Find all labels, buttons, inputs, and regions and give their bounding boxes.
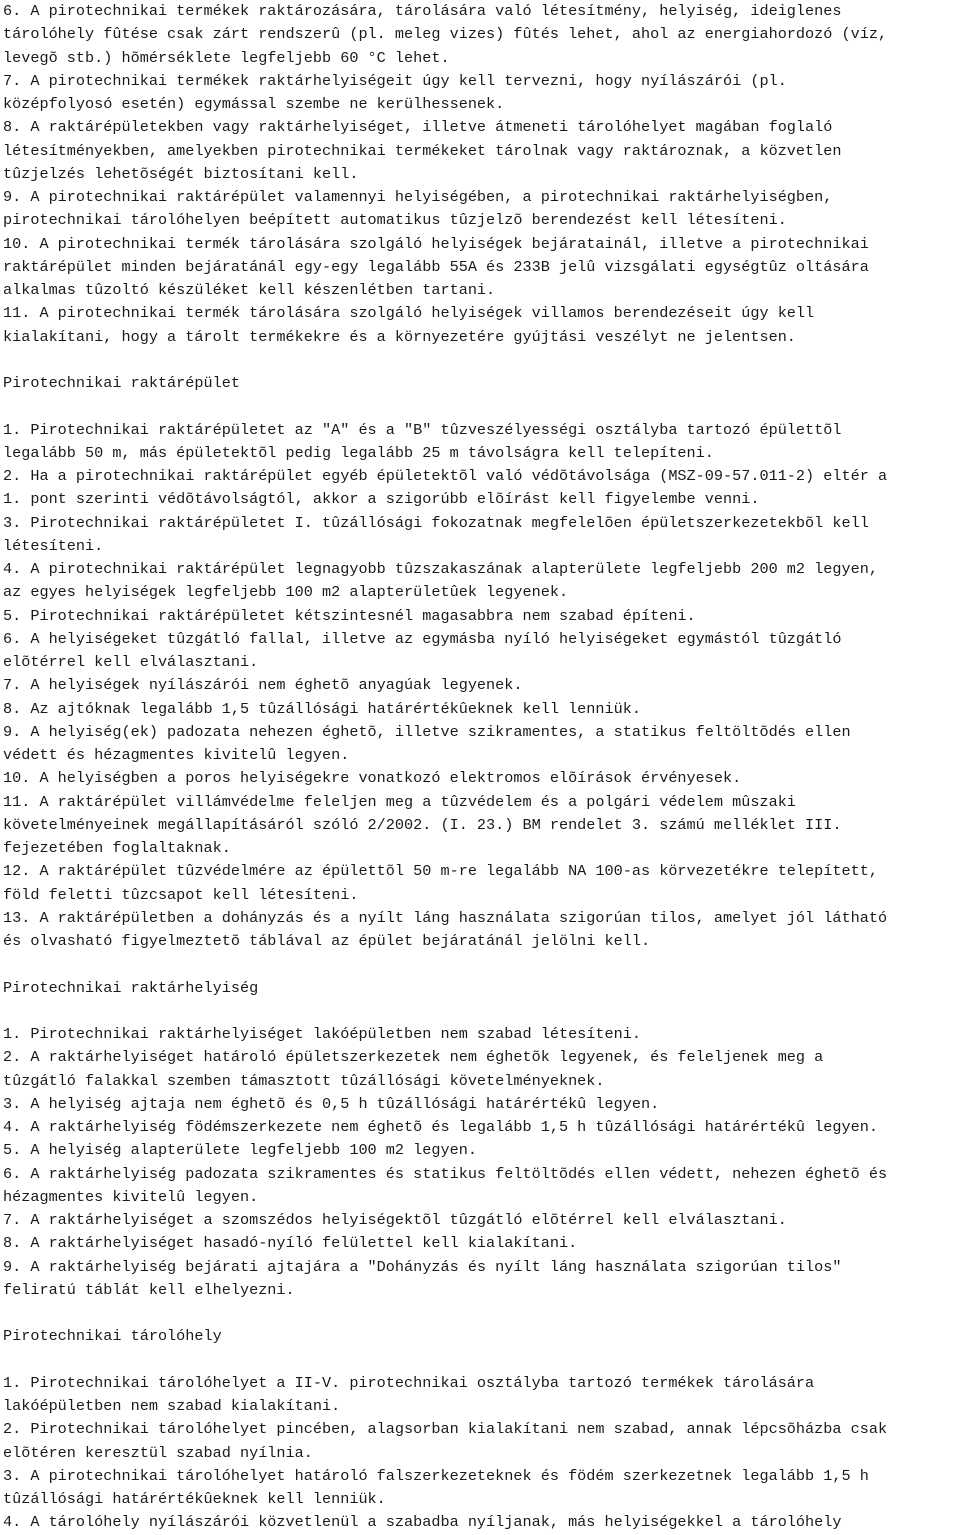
top-section [3, 0, 958, 349]
paragraph: 7. A pirotechnikai termékek raktárhelyiségeit úgy kell tervezni, hogy nyílászárói (pl. középfolyosó esetén) egymással szembe ne kerülhessenek. [3, 71, 787, 113]
list-item: 3. A helyiség ajtaja nem éghetõ és 0,5 h tûzállósági határértékû legyen. [3, 1094, 660, 1113]
list-item: 10. A helyiségben a poros helyiségekre vonatkozó elektromos elõírások érvényesek. [3, 769, 742, 788]
spacer [3, 1349, 958, 1372]
list-item: 6. A raktárhelyiség padozata szikramentes és statikus feltöltõdés ellen védett, nehezen éghetõ és hézagmentes kivitelû legyen. [3, 1164, 888, 1206]
section-heading: Pirotechnikai raktárépület [3, 374, 240, 392]
section-heading: Pirotechnikai raktárhelyiség [3, 978, 259, 997]
paragraph: 9. A pirotechnikai raktárépület valamennyi helyiségében, a pirotechnikai raktárhelyiségben, pirotechnikai tárolóhelyen beépített automatikus tûzjelzõ berendezést kell létesíteni. [3, 188, 833, 230]
list-item: 4. A raktárhelyiség födémszerkezete nem éghetõ és legalább 1,5 h tûzállósági határértékû legyen. [3, 1118, 878, 1136]
list-item: 2. Ha a pirotechnikai raktárépület egyéb épületektõl való védõtávolsága (MSZ-09-57.011-2) eltér a 1. pont szerinti védõtávolságtól, akkor a szigorúbb elõírást kell figyelembe venni. [3, 467, 888, 509]
spacer [3, 395, 958, 418]
list-item: 12. A raktárépület tûzvédelmére az épülettõl 50 m-re legalább NA 100-as körvezetékre telepített, föld feletti tûzcsapot kell létesíteni. [3, 862, 878, 904]
spacer [3, 953, 958, 976]
list-item: 13. A raktárépületben a dohányzás és a nyílt láng használata szigorúan tilos, amelyet jól látható és olvasható figyelmeztetõ táblával az épület bejáratánál jelölni kell. [3, 908, 888, 950]
list-item: 1. Pirotechnikai tárolóhelyet a II-V. pirotechnikai osztályba tartozó termékek tárolására lakóépületben nem szabad kialakítani. [3, 1373, 815, 1415]
list-item: 7. A raktárhelyiséget a szomszédos helyiségektõl tûzgátló elõtérrel kell elválasztani. [3, 1211, 787, 1229]
section-tarolohely [3, 1325, 958, 1534]
list-item: 4. A pirotechnikai raktárépület legnagyobb tûzszakaszának alapterülete legfeljebb 200 m2 legyen, az egyes helyiségek legfeljebb 100 m2 alapterületûek legyenek. [3, 560, 878, 602]
spacer [3, 1302, 958, 1325]
list-item: 9. A raktárhelyiség bejárati ajtajára a "Dohányzás és nyílt láng használata szigorúan tilos" feliratú táblát kell elhelyezni. [3, 1257, 842, 1299]
paragraph: 10. A pirotechnikai termék tárolására szolgáló helyiségek bejáratainál, illetve a pirotechnikai raktárépület minden bejáratánál egy-egy legalább 55A és 233B jelû vizsgálati egységtûz oltására alkalmas tûzoltó készüléket kell készenlétben tartani. [3, 234, 869, 299]
list-item: 8. Az ajtóknak legalább 1,5 tûzállósági határértékûeknek kell lenniük. [3, 699, 641, 718]
list-item: 6. A helyiségeket tûzgátló fallal, illetve az egymásba nyíló helyiségeket egymástól tûzgátló elõtérrel kell elválasztani. [3, 629, 842, 671]
document-body [3, 0, 958, 1535]
list-item: 8. A raktárhelyiséget hasadó-nyíló felülettel kell kialakítani. [3, 1234, 578, 1253]
spacer [3, 349, 958, 372]
paragraph: 6. A pirotechnikai termékek raktározására, tárolására való létesítmény, helyiség, ideiglenes tárolóhely fûtése csak zárt rendszerû (pl. meleg vizes) fûtés lehet, ahol az energiahordozó (víz, levegõ stb.) hõmérséklete legfeljebb 60 °C lehet. [3, 2, 888, 67]
section-raktarepulet [3, 372, 958, 953]
paragraph: 11. A pirotechnikai termék tárolására szolgáló helyiségek villamos berendezéseit úgy kell kialakítani, hogy a tárolt termékekre és a környezetére gyújtási veszélyt ne jelentsen. [3, 304, 815, 346]
list-item: 2. A raktárhelyiséget határoló épületszerkezetek nem éghetõk legyenek, és feleljenek meg a tûzgátló falakkal szemben támasztott tûzállósági követelményeknek. [3, 1048, 824, 1090]
list-item: 1. Pirotechnikai raktárhelyiséget lakóépületben nem szabad létesíteni. [3, 1025, 641, 1043]
list-item: 9. A helyiség(ek) padozata nehezen éghetõ, illetve szikramentes, a statikus feltöltõdés ellen védett és hézagmentes kivitelû legyen. [3, 722, 851, 764]
spacer [3, 1000, 958, 1023]
list-item: 5. A helyiség alapterülete legfeljebb 100 m2 legyen. [3, 1141, 477, 1160]
list-item: 4. A tárolóhely nyílászárói közvetlenül a szabadba nyíljanak, más helyiségekkel a tárolóhely [3, 1513, 842, 1532]
list-item: 3. Pirotechnikai raktárépületet I. tûzállósági fokozatnak megfelelõen épületszerkezetekbõl kell létesíteni. [3, 513, 869, 555]
section-heading: Pirotechnikai tárolóhely [3, 1327, 222, 1346]
list-item: 7. A helyiségek nyílászárói nem éghetõ anyagúak legyenek. [3, 676, 523, 695]
list-item: 1. Pirotechnikai raktárépületet az "A" és a "B" tûzveszélyességi osztályba tartozó épülettõl legalább 50 m, más épületektõl pedig legalább 25 m távolságra kell telepíteni. [3, 420, 842, 462]
list-item: 3. A pirotechnikai tárolóhelyet határoló falszerkezeteknek és födém szerkezetnek legalább 1,5 h tûzállósági határértékûeknek kell lenniük. [3, 1466, 869, 1508]
list-item: 5. Pirotechnikai raktárépületet kétszintesnél magasabbra nem szabad építeni. [3, 606, 696, 625]
paragraph: 8. A raktárépületekben vagy raktárhelyiséget, illetve átmeneti tárolóhelyet magában foglaló létesítményekben, amelyekben pirotechnikai termékeket tárolnak vagy raktároznak, a közvetlen tûzjelzés lehetõségét biztosítani kell. [3, 118, 842, 183]
list-item: 11. A raktárépület villámvédelme feleljen meg a tûzvédelem és a polgári védelem mûszaki követelményeinek megállapításáról szóló 2/2002. (I. 23.) BM rendelet 3. számú melléklet III. fejezetében foglaltaknak. [3, 792, 842, 857]
list-item: 2. Pirotechnikai tárolóhelyet pincében, alagsorban kialakítani nem szabad, annak lépcsõházba csak elõtéren keresztül szabad nyílnia. [3, 1420, 888, 1462]
section-raktarhelyiseg [3, 977, 958, 1303]
